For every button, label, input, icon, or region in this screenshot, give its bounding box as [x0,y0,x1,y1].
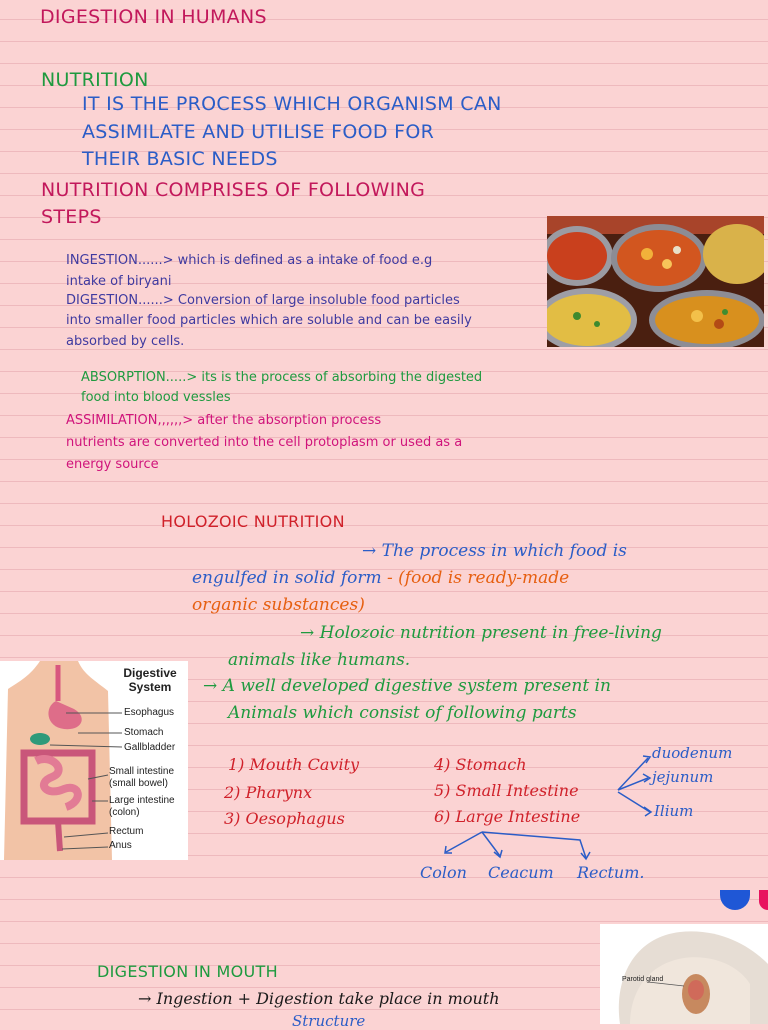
ingestion-line-1: INGESTION......> which is defined as a intake of food e.g [66,253,433,268]
label-small-bowel: (small bowel) [109,778,168,789]
large-intestine-ceacum: Ceacum [488,863,554,882]
assimilation-line-3: energy source [66,457,159,472]
label-esophagus: Esophagus [124,707,175,718]
label-gallbladder: Gallbladder [124,742,176,753]
page-title: DIGESTION IN HUMANS [40,6,267,28]
part-mouth-cavity: 1) Mouth Cavity [228,755,360,774]
blue-action-button[interactable] [720,890,750,910]
label-stomach: Stomach [124,727,164,738]
absorption-line-2: food into blood vessles [81,390,231,405]
head-illustration [600,924,768,1024]
nutrition-definition-line-2: ASSIMILATE AND UTILISE FOOD FOR [82,121,435,143]
mouth-line-1: → Ingestion + Digestion take place in mouth [138,989,500,1008]
label-colon: (colon) [109,807,140,818]
holozoic-definition-line-3: organic substances) [192,595,365,615]
digestion-line-2: into smaller food particles which are soluble and can be easily [66,313,472,328]
nutrition-heading: NUTRITION [41,69,149,91]
small-intestine-duodenum: duodenum [652,744,733,762]
small-intestine-ilium: Ilium [654,802,694,820]
mouth-heading: DIGESTION IN MOUTH [97,962,278,981]
digestion-line-3: absorbed by cells. [66,334,185,349]
label-small-intestine: Small intestine [109,766,175,777]
holozoic-point-3-line-1: → A well developed digestive system present in [203,676,611,696]
engulfed-phrase: engulfed in solid form [192,568,382,588]
part-pharynx: 2) Pharynx [224,783,313,802]
label-large-intestine: Large intestine [109,795,175,806]
label-anus: Anus [109,840,132,851]
parotid-gland-image [600,924,768,1024]
label-rectum: Rectum [109,826,144,837]
pink-action-button[interactable] [759,890,768,910]
nutrition-definition-line-3: THEIR BASIC NEEDS [82,148,278,170]
holozoic-point-3-line-2: Animals which consist of following parts [228,703,577,723]
assimilation-line-1: ASSIMILATION,,,,,,> after the absorption process [66,413,382,428]
mouth-line-2: Structure [292,1012,366,1030]
holozoic-heading: HOLOZOIC NUTRITION [161,512,345,531]
ingestion-line-2: intake of biryani [66,274,172,289]
part-small-intestine: 5) Small Intestine [434,781,579,800]
small-intestine-jejunum: jejunum [652,768,714,786]
holozoic-definition-line-2 [192,568,569,588]
part-large-intestine: 6) Large Intestine [434,807,581,826]
digestion-line-1: DIGESTION......> Conversion of large insoluble food particles [66,293,460,308]
part-oesophagus: 3) Oesophagus [224,809,345,828]
steps-heading-line-1: NUTRITION COMPRISES OF FOLLOWING [41,179,426,201]
assimilation-line-2: nutrients are converted into the cell protoplasm or used as a [66,435,463,450]
large-intestine-colon: Colon [420,863,467,882]
biryani-food-image [547,216,764,347]
holozoic-definition-line-1: → The process in which food is [362,541,627,561]
parotid-gland-label: Parotid gland [622,976,664,983]
steps-heading-line-2: STEPS [41,206,102,228]
food-illustration [547,216,764,347]
digestive-system-diagram [0,661,188,860]
large-intestine-rectum: Rectum. [577,863,645,882]
absorption-line-1: ABSORPTION.....> its is the process of absorbing the digested [81,370,483,385]
holozoic-point-2-line-2: animals like humans. [228,650,411,670]
nutrition-definition-line-1: IT IS THE PROCESS WHICH ORGANISM CAN [82,93,502,115]
part-stomach: 4) Stomach [434,755,527,774]
ready-made-phrase: - (food is ready-made [381,568,570,588]
diagram-title: Digestive System [123,666,177,694]
holozoic-point-2-line-1: → Holozoic nutrition present in free-living [300,623,662,643]
